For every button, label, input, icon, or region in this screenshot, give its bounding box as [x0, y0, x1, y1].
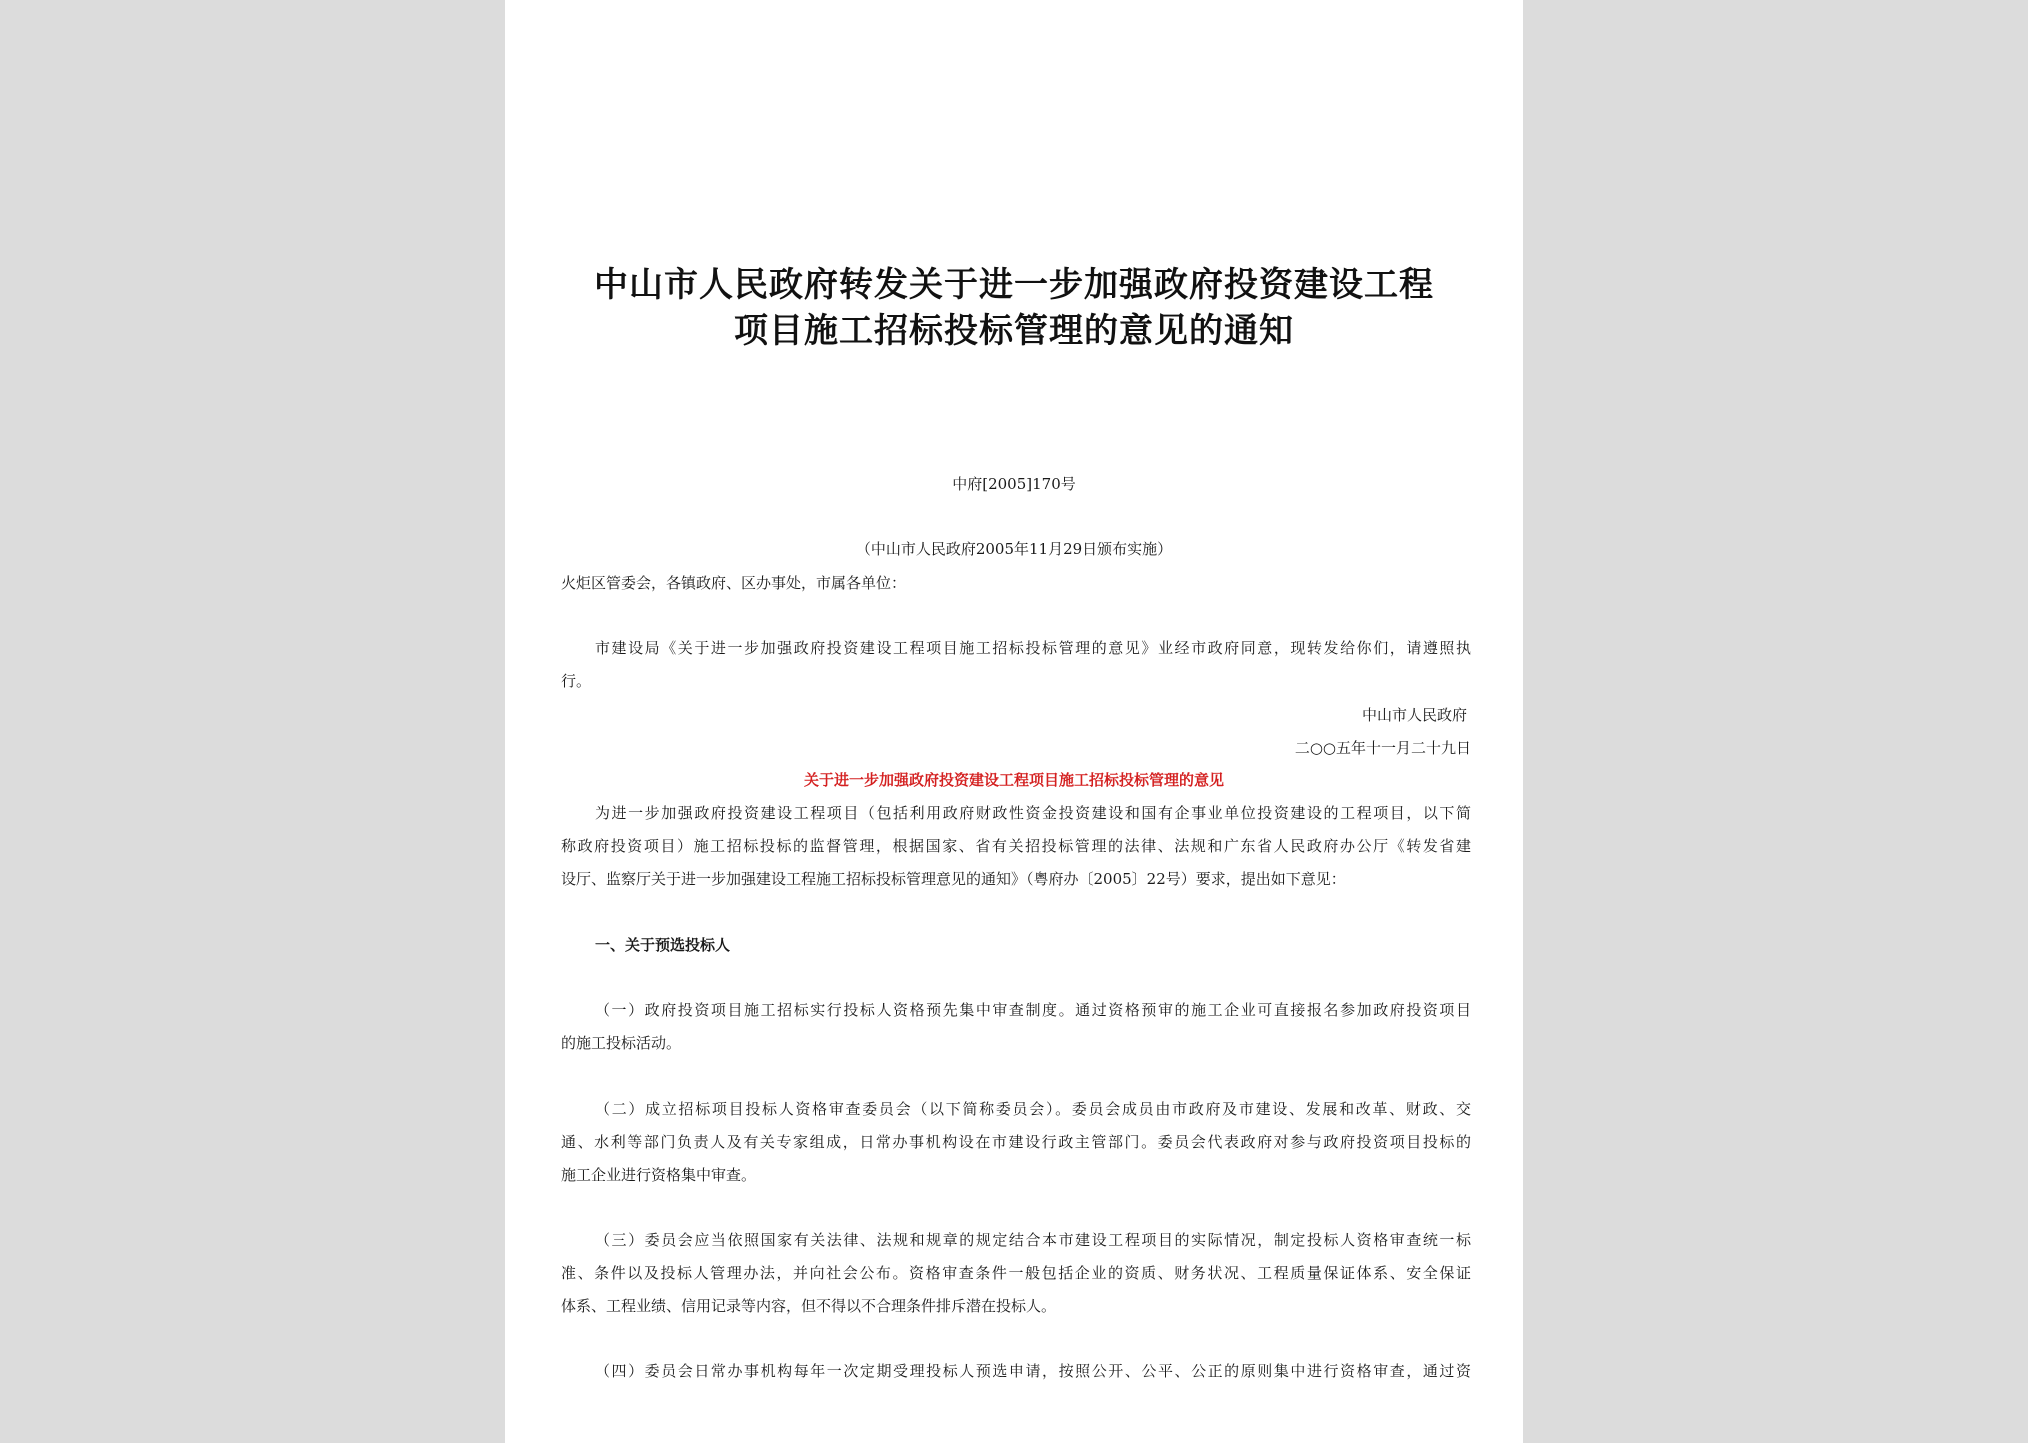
item-3-line-2: 准、条件以及投标人管理办法，并向社会公布。资格审查条件一般包括企业的资质、财务状况、工程质量保证体系、安全保证: [561, 1264, 1471, 1282]
preamble-line-2: 称政府投资项目）施工招标投标的监督管理，根据国家、省有关招投标管理的法律、法规和广东省人民政府办公厅《转发省建: [561, 837, 1471, 855]
intro-line-1: 市建设局《关于进一步加强政府投资建设工程项目施工招标投标管理的意见》业经市政府同意，现转发给你们，请遵照执: [595, 639, 1471, 657]
item-1-line-2: 的施工投标活动。: [561, 1034, 682, 1052]
preamble-line-1: 为进一步加强政府投资建设工程项目（包括利用政府财政性资金投资建设和国有企事业单位投资建设的工程项目，以下简: [595, 804, 1471, 822]
issued-note: （中山市人民政府2005年11月29日颁布实施）: [855, 540, 1173, 558]
section-1-heading: 一、关于预选投标人: [595, 936, 731, 954]
item-3-line-3: 体系、工程业绩、信用记录等内容，但不得以不合理条件排斥潜在投标人。: [561, 1297, 1057, 1315]
signature: 中山市人民政府: [1361, 706, 1467, 724]
issue-date: 二○○五年十一月二十九日: [1294, 739, 1471, 757]
item-2-line-1: （二）成立招标项目投标人资格审查委员会（以下简称委员会）。委员会成员由市政府及市建设、发展和改革、财政、交: [595, 1100, 1471, 1118]
item-3-line-1: （三）委员会应当依照国家有关法律、法规和规章的规定结合本市建设工程项目的实际情况，制定投标人资格审查统一标: [595, 1231, 1471, 1249]
document-title-line2: 项目施工招标投标管理的意见的通知: [734, 311, 1294, 351]
item-2-line-3: 施工企业进行资格集中审查。: [561, 1166, 757, 1184]
item-1-line-1: （一）政府投资项目施工招标实行投标人资格预先集中审查制度。通过资格预审的施工企业可直接报名参加政府投资项目: [595, 1001, 1471, 1019]
document-page: [505, 0, 1523, 1443]
item-4-line-1: （四）委员会日常办事机构每年一次定期受理投标人预选申请，按照公开、公平、公正的原则集中进行资格审查，通过资: [595, 1362, 1471, 1380]
document-number: 中府[2005]170号: [952, 475, 1076, 493]
recipients: 火炬区管委会，各镇政府、区办事处，市属各单位：: [561, 574, 907, 592]
item-2-line-2: 通、水利等部门负责人及有关专家组成，日常办事机构设在市建设行政主管部门。委员会代表政府对参与政府投资项目投标的: [561, 1133, 1471, 1151]
attachment-title: 关于进一步加强政府投资建设工程项目施工招标投标管理的意见: [803, 771, 1224, 789]
intro-line-2: 行。: [561, 672, 592, 690]
document-title-line1: 中山市人民政府转发关于进一步加强政府投资建设工程: [594, 265, 1434, 305]
preamble-line-3: 设厅、监察厅关于进一步加强建设工程施工招标投标管理意见的通知》（粤府办〔2005〕22号）要求，提出如下意见：: [561, 870, 1346, 888]
